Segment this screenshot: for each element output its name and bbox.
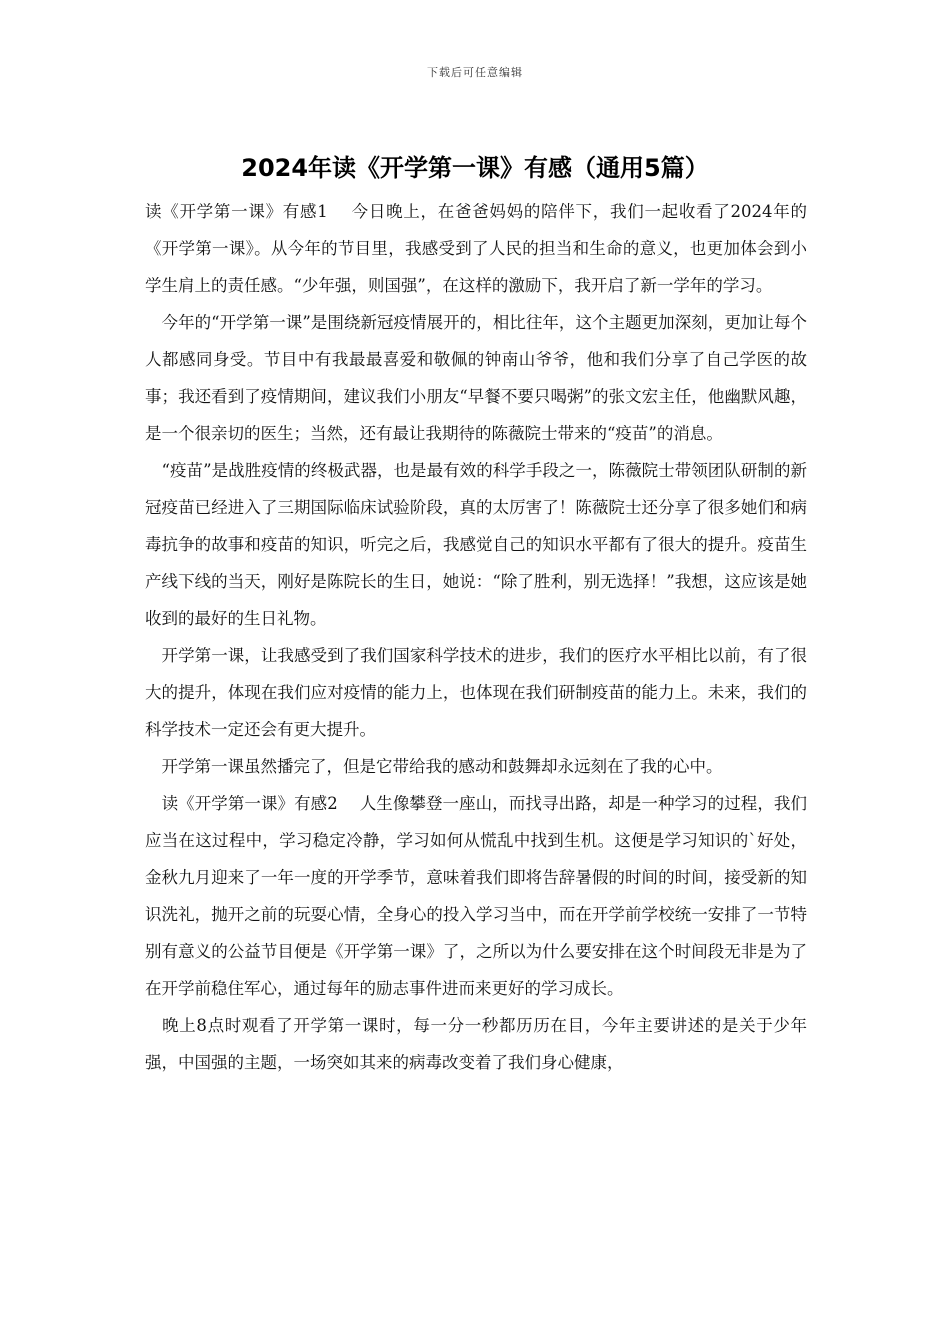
document-title: 2024年读《开学第一课》有感（通用5篇） [241,154,709,182]
document-body [145,193,807,1081]
paragraph-7: 晚上8点时观看了开学第一课时，每一分一秒都历历在目，今年主要讲述的是关于少年强，中国强的主题，一场突如其来的病毒改变着了我们身心健康， [145,1016,807,1072]
paragraph-4: 开学第一课，让我感受到了我们国家科学技术的进步，我们的医疗水平相比以前，有了很大的提升，体现在我们应对疫情的能力上，也体现在我们研制疫苗的能力上。未来，我们的科学技术一定还会有更大提升。 [145,646,807,739]
page-header-note: 下载后可任意编辑 [427,66,523,79]
paragraph-2: 今年的“开学第一课”是围绕新冠疫情展开的，相比往年，这个主题更加深刻，更加让每个人都感同身受。节目中有我最最喜爱和敬佩的钟南山爷爷，他和我们分享了自己学医的故事；我还看到了疫情期间，建议我们小朋友“早餐不要只喝粥”的张文宏主任，他幽默风趣，是一个很亲切的医生；当然，还有最让我期待的陈薇院士带来的“疫苗”的消息。 [145,313,807,443]
paragraph-5: 开学第一课虽然播完了，但是它带给我的感动和鼓舞却永远刻在了我的心中。 [145,757,723,776]
paragraph-1: 读《开学第一课》有感1 今日晚上，在爸爸妈妈的陪伴下，我们一起收看了2024年的《开学第一课》。从今年的节目里，我感受到了人民的担当和生命的意义，也更加体会到小学生肩上的责任感。“少年强，则国强”，在这样的激励下，我开启了新一学年的学习。 [145,202,807,295]
paragraph-6: 读《开学第一课》有感2 人生像攀登一座山，而找寻出路，却是一种学习的过程，我们应当在这过程中，学习稳定冷静，学习如何从慌乱中找到生机。这便是学习知识的`好处，金秋九月迎来了一年一度的开学季节，意味着我们即将告辞暑假的时间的时间，接受新的知识洗礼，抛开之前的玩耍心情，全身心的投入学习当中，而在开学前学校统一安排了一节特别有意义的公益节目便是《开学第一课》了，之所以为什么要安排在这个时间段无非是为了在开学前稳住军心，通过每年的励志事件进而来更好的学习成长。 [145,794,807,998]
paragraph-3: “疫苗”是战胜疫情的终极武器，也是最有效的科学手段之一，陈薇院士带领团队研制的新冠疫苗已经进入了三期国际临床试验阶段，真的太厉害了！陈薇院士还分享了很多她们和病毒抗争的故事和疫苗的知识，听完之后，我感觉自己的知识水平都有了很大的提升。疫苗生产线下线的当天，刚好是陈院长的生日，她说：“除了胜利，别无选择！”我想，这应该是她收到的最好的生日礼物。 [145,461,807,628]
